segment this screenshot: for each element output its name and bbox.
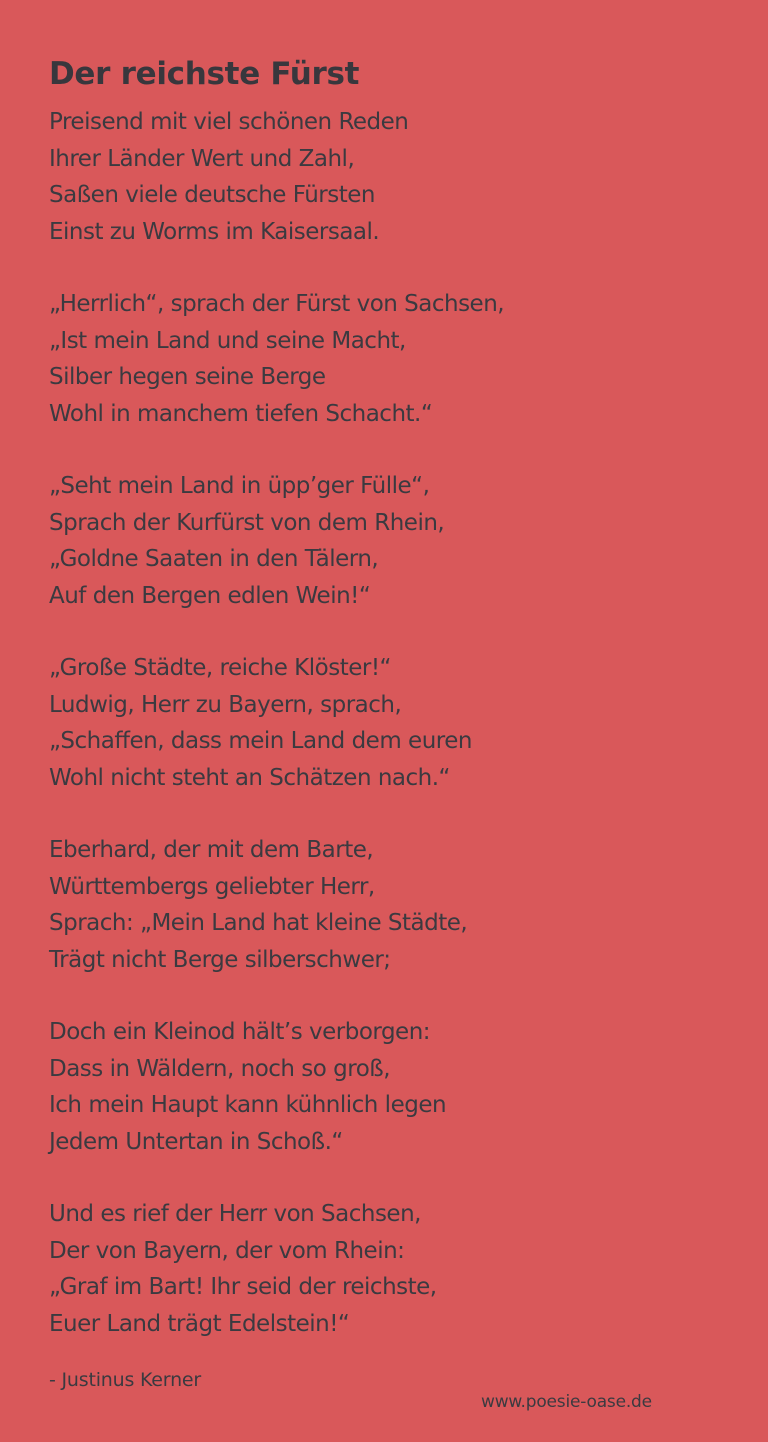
- poem-author: - Justinus Kerner: [49, 1369, 202, 1391]
- poem-container: [49, 52, 729, 1378]
- poem-line: „Seht mein Land in üpp’ger Fülle“,: [49, 473, 430, 499]
- poem-line: Ich mein Haupt kann kühnlich legen: [49, 1092, 447, 1118]
- poem-line: „Graf im Bart! Ihr seid der reichste,: [49, 1274, 437, 1300]
- poem-line: Eberhard, der mit dem Barte,: [49, 837, 374, 863]
- stanza-2: [49, 286, 729, 432]
- website-credit: www.poesie-oase.de: [481, 1392, 652, 1412]
- poem-line: Wohl in manchem tiefen Schacht.“: [49, 400, 433, 427]
- stanza-7: [49, 1196, 729, 1342]
- stanza-4: [49, 650, 729, 796]
- poem-line: Und es rief der Herr von Sachsen,: [49, 1201, 421, 1227]
- poem-line: Der von Bayern, der vom Rhein:: [49, 1237, 405, 1264]
- poem-line: Württembergs geliebter Herr,: [49, 873, 375, 900]
- poem-line: „Goldne Saaten in den Tälern,: [49, 546, 379, 572]
- poem-line: Ihrer Länder Wert und Zahl,: [49, 145, 355, 172]
- poem-line: Ludwig, Herr zu Bayern, sprach,: [49, 691, 402, 718]
- stanza-5: [49, 832, 729, 978]
- stanza-6: [49, 1014, 729, 1160]
- poem-line: Auf den Bergen edlen Wein!“: [49, 582, 371, 609]
- poem-line: Jedem Untertan in Schoß.“: [49, 1128, 343, 1155]
- poem-line: „Ist mein Land und seine Macht,: [49, 327, 406, 354]
- stanza-1: [49, 104, 729, 250]
- poem-line: Trägt nicht Berge silberschwer;: [49, 946, 391, 973]
- poem-line: Preisend mit viel schönen Reden: [49, 109, 409, 135]
- poem-line: Sprach: „Mein Land hat kleine Städte,: [49, 910, 468, 936]
- poem-line: „Große Städte, reiche Klöster!“: [49, 655, 391, 681]
- poem-line: „Herrlich“, sprach der Fürst von Sachsen,: [49, 291, 505, 317]
- poem-line: Saßen viele deutsche Fürsten: [49, 182, 375, 208]
- poem-line: Doch ein Kleinod hält’s verborgen:: [49, 1019, 431, 1045]
- poem-line: Silber hegen seine Berge: [49, 364, 326, 390]
- poem-line: „Schaffen, dass mein Land dem euren: [49, 728, 472, 754]
- poem-line: Euer Land trägt Edelstein!“: [49, 1310, 350, 1337]
- poem-line: Dass in Wäldern, noch so groß,: [49, 1055, 391, 1082]
- poem-line: Einst zu Worms im Kaisersaal.: [49, 218, 380, 245]
- poem-line: Sprach der Kurfürst von dem Rhein,: [49, 509, 445, 536]
- stanza-3: [49, 468, 729, 614]
- poem-line: Wohl nicht steht an Schätzen nach.“: [49, 764, 450, 791]
- poem-title: Der reichste Fürst: [49, 56, 360, 92]
